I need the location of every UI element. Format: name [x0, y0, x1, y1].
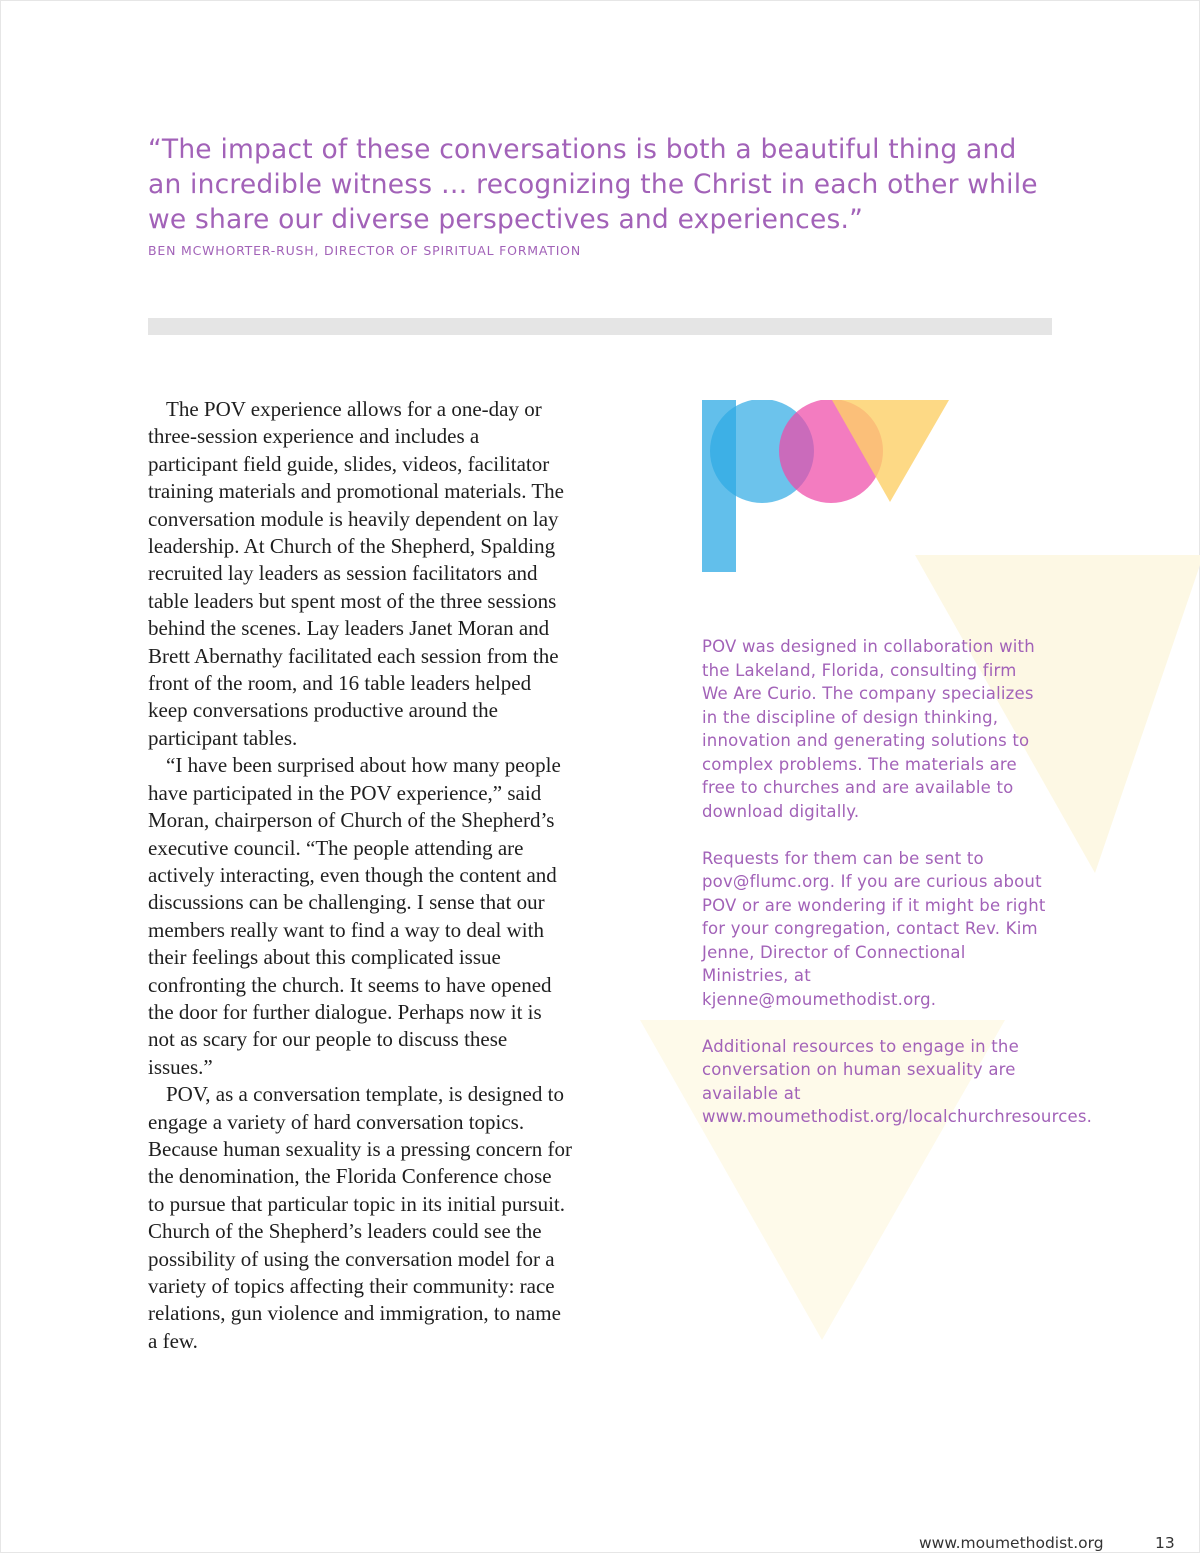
body-paragraph: The POV experience allows for a one-day or three-session experience and includes a participant field guide, slides, videos, facilitator training materials and promotional materials. The conversation module is heavily dependent on lay leadership. At Church of the Shepherd, Spalding recruited lay leaders as session facilitators and table leaders but spent most of the three sessions behind the scenes. Lay leaders Janet Moran and Brett Abernathy facilitated each session from the front of the room, and 16 table leaders helped keep conversations productive around the participant tables. — [148, 397, 564, 750]
footer-url: www.moumethodist.org — [919, 1534, 1104, 1552]
page-number: 13 — [1155, 1534, 1175, 1552]
sidebar-column — [702, 635, 1093, 1152]
pull-quote — [148, 132, 1048, 258]
quote-attribution: BEN MCWHORTER-RUSH, DIRECTOR OF SPIRITUAL FORMATION — [148, 243, 581, 258]
body-column — [148, 396, 573, 1355]
divider-bar — [148, 318, 1052, 335]
quote-text: “The impact of these conversations is both a beautiful thing and an incredible witness … recognizing the Christ in each other while we share our diverse perspectives and experiences.” — [148, 134, 1038, 235]
sidebar-paragraph: POV was designed in collaboration with the Lakeland, Florida, consulting firm We Are Curio. The company specializes in the discipline of design thinking, innovation and generating solutions to complex problems. The materials are free to churches and are available to download digitally. — [702, 637, 1035, 821]
sidebar-paragraph: Additional resources to engage in the conversation on human sexuality are available at www.moumethodist.org/localchurchresources. — [702, 1036, 1093, 1126]
body-paragraph: POV, as a conversation template, is designed to engage a variety of hard conversation topics. Because human sexuality is a pressing concern for the denomination, the Florida Conference chose to pursue that particular topic in its initial pursuit. Church of the Shepherd’s leaders could see the possibility of using the conversation model for a variety of topics affecting their community: race relations, gun violence and immigration, to name a few. — [148, 1082, 572, 1353]
body-paragraph: “I have been surprised about how many people have participated in the POV experience,” said Moran, chairperson of Church of the Shepherd’s executive council. “The people attending are actively interacting, even though the content and discussions can be challenging. I sense that our members really want to find a way to deal with their feelings about this complicated issue confronting the church. It seems to have opened the door for further dialogue. Perhaps now it is not as scary for our people to discuss these issues.” — [148, 753, 561, 1079]
sidebar-paragraph: Requests for them can be sent to pov@flumc.org. If you are curious about POV or are wondering if it might be right for your congregation, contact Rev. Kim Jenne, Director of Connectional Ministries, at kjenne@moumethodist.org. — [702, 848, 1046, 1009]
pov-logo-icon — [702, 400, 952, 575]
